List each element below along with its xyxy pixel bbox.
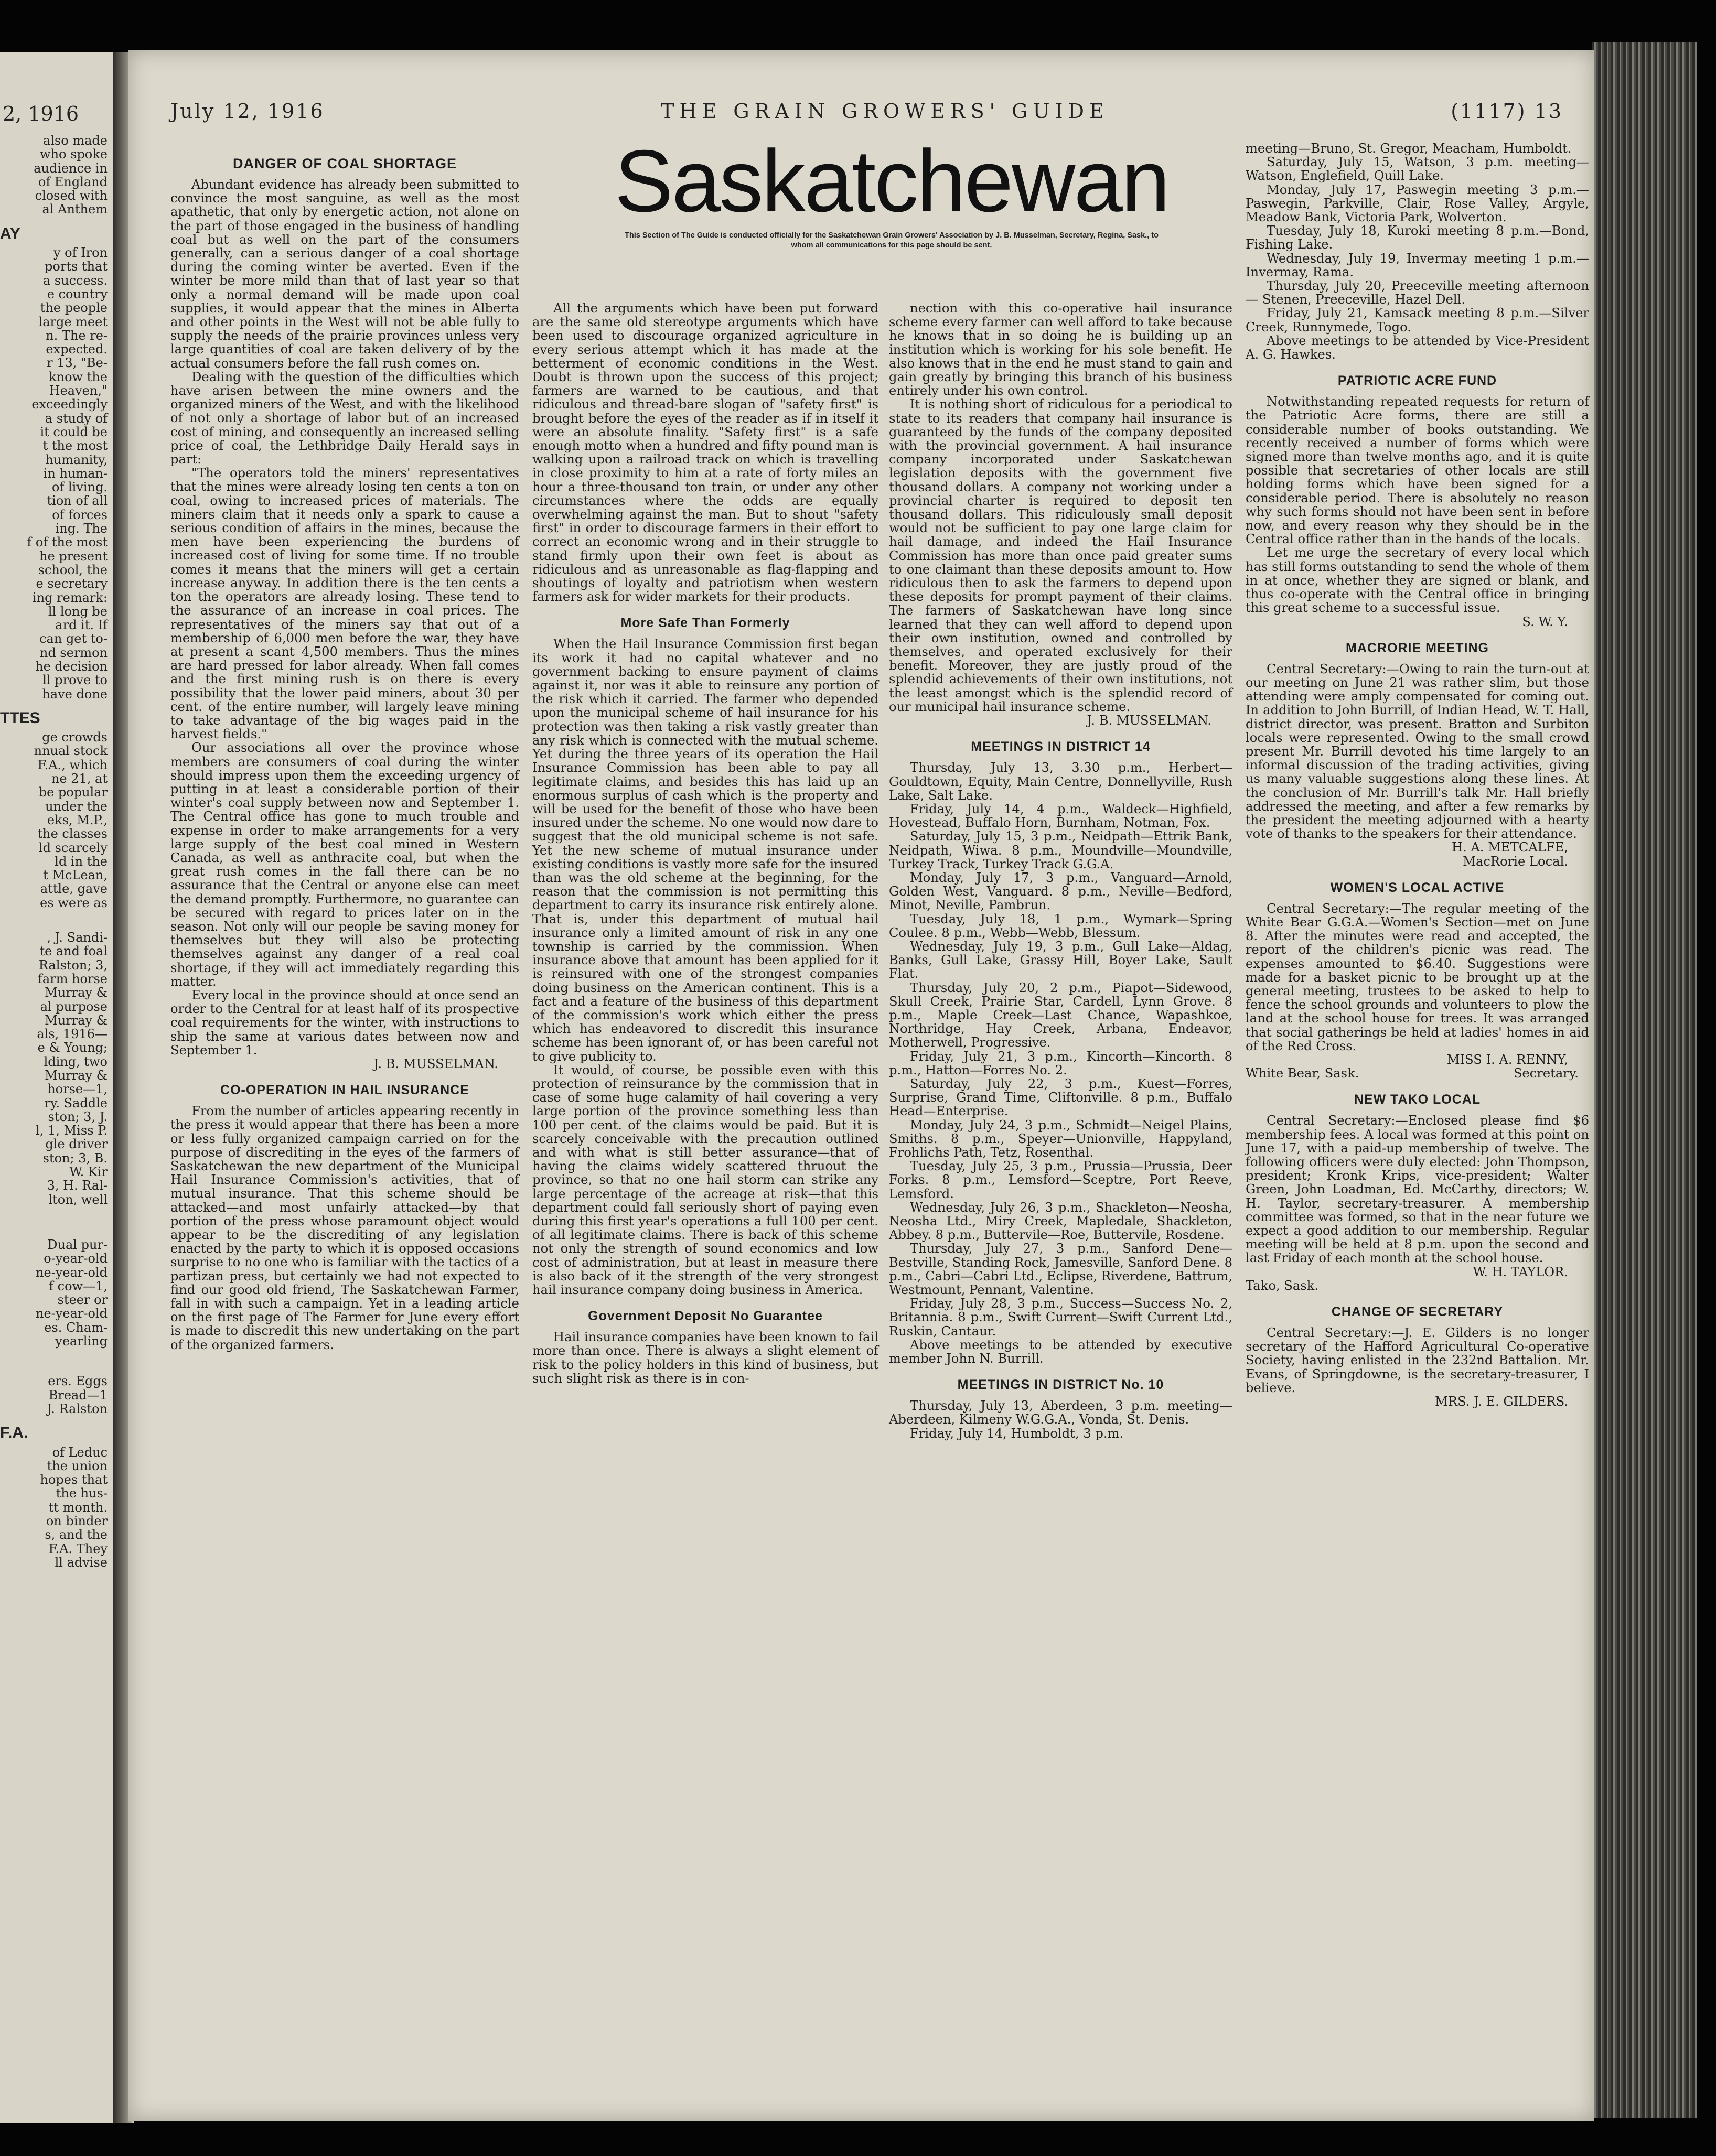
facing-page-line: the classes (37, 826, 108, 842)
facing-page-line: be popular (38, 785, 108, 800)
facing-page-line: ing remark: (33, 590, 108, 605)
column-3 (889, 301, 1232, 1440)
facing-page-date: 2, 1916 (3, 102, 79, 125)
meeting-entry: Monday, July 24, 3 p.m., Schmidt—Neigel Plains, Smiths. 8 p.m., Speyer—Unionville, Happyland, Frohlichs Path, Tetz, Rosenthal. (889, 1117, 1232, 1160)
section-title: Saskatchewan (614, 132, 1169, 230)
column-1 (170, 144, 519, 1352)
facing-page-line: ne-year-old (36, 1306, 108, 1321)
facing-page-line: 3, H. Ral- (47, 1178, 108, 1193)
facing-page-line: tt month. (48, 1500, 108, 1515)
facing-page-line: Bread—1 (48, 1387, 108, 1403)
facing-page-line: F.A. They (48, 1541, 108, 1556)
meeting-entry: Friday, July 21, 3 p.m., Kincorth—Kincorth. 8 p.m., Hatton—Forres No. 2. (889, 1049, 1232, 1077)
facing-page-line: audience in (34, 160, 108, 176)
column-2 (532, 301, 878, 1385)
facing-page-line: ld in the (55, 854, 108, 869)
facing-page-line: who spoke (40, 147, 108, 162)
meeting-entry: Saturday, July 15, 3 p.m., Neidpath—Ettrik Bank, Neidpath, Wiwa. 8 p.m., Moundville—Moundville, Turkey Track, Turkey Track G.G.A. (889, 829, 1232, 871)
facing-page-line: t McLean, (43, 868, 108, 883)
article-heading: MEETINGS IN DISTRICT 14 (971, 739, 1151, 754)
article-paragraph: Notwithstanding repeated requests for return of the Patriotic Acre forms, there are still a considerable number of books outstanding. We recently received a number of forms which were signed more than twelve months ago, and it is quite possible that secretaries of other locals are still holding forms which have been signed for a considerable period. There is absolutely no reason why such forms should not have been sent in before now, and every reason why they should be in the Central office rather than in the hands of the locals. (1246, 394, 1589, 547)
article-signature: J. B. MUSSELMAN. (1087, 713, 1211, 728)
article-signature: J. B. MUSSELMAN. (373, 1057, 498, 1071)
facing-page-line: n. The re- (46, 328, 108, 343)
article-paragraph: Abundant evidence has already been submitted to convince the most sanguine, as well as the most apathetic, that only by energetic action, not alone on the part of those engaged in the business of handling coal but as well on the part of the consumers generally, can a serious danger of a coal shortage during the coming winter be averted. Even if the winter be more mild than that of last year so that only a normal demand will be made upon coal supplies, it would appear that the mines in Alberta and other points in the West will not be able fully to supply the needs of the prairie provinces unless very large quantities of coal are taken delivery of by the actual consumers before the fall rush comes on. (170, 177, 519, 371)
article-paragraph: Above meetings to be attended by Vice-President A. G. Hawkes. (1246, 333, 1589, 362)
article-paragraph: Let me urge the secretary of every local which has still forms outstanding to send the whole of them in at once, whether they are signed or blank, and thus co-operate with the Central office in bringing this great scheme to a successful issue. (1246, 545, 1589, 616)
article-signature: MRS. J. E. GILDERS. (1435, 1394, 1568, 1409)
facing-page-line: farm horse (38, 971, 108, 986)
facing-page-line: it could be (40, 424, 108, 439)
article-paragraph: It is nothing short of ridiculous for a periodical to state to its readers that company hail insurance is guaranteed by the funds of the company deposited with the provincial government. A hail insurance company incorporated under Saskatchewan legislation deposits with the government five thousand dollars. A company not working under a provincial charter is required to deposit ten thousand dollars. This ridiculously small deposit would not be sufficient to pay one large claim for hail damage, and indeed the Hail Insurance Commission has more than once paid greater sums to one claimant than these deposits amount to. How ridiculous then to ask the farmers to depend upon these deposits for prompt payment of their claims. The farmers of Saskatchewan have long since learned that they can well afford to depend upon their own institution, owned and controlled by themselves, and operated exclusively for their benefit. Moreover, they are justly proud of the splendid achievements of their own institutions, not the least amongst which is the splendid record of our municipal hail insurance scheme. (889, 397, 1232, 714)
article-paragraph: Above meetings to be attended by executive member John N. Burrill. (889, 1337, 1232, 1366)
facing-page-line: also made (42, 133, 108, 148)
facing-page-line: ne 21, at (51, 771, 108, 786)
facing-page-line: horse—1, (47, 1082, 108, 1097)
article-signature: MISS I. A. RENNY, (1446, 1052, 1568, 1067)
article-signature: W. H. TAYLOR. (1473, 1264, 1568, 1279)
facing-page-line: hopes that (40, 1472, 108, 1487)
facing-page-lines-e (0, 1238, 108, 1348)
meeting-entry: Thursday, July 27, 3 p.m., Sanford Dene—Bestville, Standing Rock, Jamesville, Sanford Dene. 8 p.m., Cabri—Cabri Ltd., Eclipse, Riverdene, Battrum, Westmount, Pennant, Valentine. (889, 1241, 1233, 1298)
facing-page-lines-c (0, 730, 108, 910)
article-signature: H. A. METCALFE, (1451, 840, 1568, 855)
facing-page-line: al purpose (40, 999, 108, 1014)
book-page-edges (1592, 42, 1697, 2118)
facing-page-line: l, 1, Miss P. (36, 1123, 108, 1138)
article-paragraph: Every local in the province should at once send an order to the Central for at least half of its prospective coal requirements for the winter, with instructions to ship the same at various dates between now and September 1. (170, 987, 519, 1058)
facing-page-line: J. Ralston (47, 1401, 108, 1416)
article-paragraph: When the Hail Insurance Commission first began its work it had no capital whatever and no government backing to ensure payment of claims against it, nor was it able to reinsure any portion of the risk which it carried. The farmer who depended upon the municipal scheme of hail insurance for his protection was then taking a risk vastly greater than any risk which is connected with the mutual scheme. Yet during the three years of its operation the Hail Insurance Commission has been able to pay all legitimate claims, and besides this has laid up an enormous surplus of cash which is the property and will be used for the benefit of those who have been insured under the scheme. No one would now dare to suggest that the old municipal scheme is not safe. Yet the new scheme of mutual insurance under existing conditions is vastly more safe for the insured than was the old scheme at the beginning, for the reason that the commission is not permitting this department to carry its insurance risk entirely alone. That is, under this department of mutual hail insurance only a limited amount of risk in any one township is carried by the commission. When insurance above that amount has been applied for it is reinsured with one of the strongest companies doing business on the American continent. This is a fact and a feature of the business of this department of the commission's work which either the press which has endeavored to discredit this insurance scheme has been ignorant of, or has been careful not to give publicity to. (532, 637, 878, 1064)
article-heading: NEW TAKO LOCAL (1354, 1092, 1481, 1107)
facing-page-line: W. Kir (69, 1165, 108, 1180)
meeting-entry: Saturday, July 22, 3 p.m., Kuest—Forres, Surprise, Grand Time, Cliftonville. 8 p.m., Buffalo Head—Enterprise. (889, 1076, 1232, 1119)
facing-page-line: under the (45, 799, 108, 814)
meetings-district-14-list (889, 761, 1232, 1338)
meeting-entry: Tuesday, July 25, 3 p.m., Prussia—Prussia, Deer Forks. 8 p.m., Lemsford—Sceptre, Port Reeve, Lemsford. (889, 1159, 1232, 1201)
article-heading: CHANGE OF SECRETARY (1331, 1305, 1504, 1320)
facing-page-line: gle driver (45, 1137, 108, 1152)
facing-page-line: F.A., which (37, 757, 108, 772)
facing-page-line: als, 1916— (37, 1027, 108, 1042)
facing-page-heading-a: AY (0, 224, 20, 242)
facing-page-line: nd sermon (39, 645, 108, 660)
facing-page-line: Murray & (45, 985, 108, 1000)
facing-page-line: Heaven," (49, 383, 108, 398)
facing-page-line: al Anthem (42, 202, 108, 217)
facing-page-line: ard it. If (55, 618, 108, 633)
facing-page-line: Murray & (45, 1068, 108, 1083)
facing-page-line: he decision (35, 659, 108, 674)
facing-page-line: expected. (46, 342, 108, 357)
facing-page-line: ry. Saddle (44, 1095, 108, 1111)
facing-page-line: of England (38, 174, 108, 189)
facing-page-line: Dual pur- (47, 1237, 108, 1252)
facing-page-line: , J. Sandi- (47, 930, 108, 945)
meeting-entry: Tuesday, July 18, Kuroki meeting 8 p.m.—Bond, Fishing Lake. (1246, 223, 1589, 252)
article-heading: CO-OPERATION IN HAIL INSURANCE (220, 1083, 469, 1098)
facing-page-line: e secretary (36, 576, 108, 591)
facing-page-line: eks, M.P., (47, 812, 108, 827)
facing-page-line: the people (40, 300, 108, 316)
facing-page-line: ports that (45, 259, 108, 274)
article-signature-line (1246, 1066, 1589, 1080)
article-heading: PATRIOTIC ACRE FUND (1337, 373, 1497, 389)
facing-page-line: t the most (42, 438, 108, 454)
facing-page-line: Ralston; 3, (38, 957, 108, 973)
facing-page-line: e & Young; (37, 1040, 108, 1055)
facing-page-line: steer or (57, 1292, 108, 1308)
facing-page-line: know the (49, 369, 108, 384)
meeting-entry: Friday, July 21, Kamsack meeting 8 p.m.—Silver Creek, Runnymede, Togo. (1246, 306, 1589, 335)
article-heading: MEETINGS IN DISTRICT No. 10 (957, 1377, 1164, 1393)
meeting-entry: Thursday, July 20, 2 p.m., Piapot—Sidewood, Skull Creek, Prairie Star, Cardell, Lynn Grove. 8 p.m., Maple Creek—Last Chance, Wapashkoe, Northridge, Hay Creek, Arbana, Endeavor, Motherwell, Progressive. (889, 980, 1232, 1050)
meeting-entry: Wednesday, July 19, 3 p.m., Gull Lake—Aldag, Banks, Gull Lake, Grassy Hill, Boyer Lake, Sault Flat. (889, 939, 1232, 982)
facing-page-line: f of the most (27, 535, 108, 550)
facing-page-line: ing. The (55, 521, 108, 536)
meeting-entry: Thursday, July 13, 3.30 p.m., Herbert—Gouldtown, Equity, Main Centre, Donnellyville, Rush Lake, Salt Lake. (889, 760, 1232, 803)
facing-page-line: ne-year-old (36, 1265, 108, 1280)
facing-page-line: ll prove to (42, 673, 108, 688)
meeting-entry: Thursday, July 20, Preeceville meeting afternoon — Stenen, Preeceville, Hazel Dell. (1246, 278, 1589, 307)
article-paragraph: Dealing with the question of the difficulties which have arisen between the mine owners and the organized miners of the West, and with the likelihood of not only a shortage of labor but of an increased cost of mining, and consequently an increased selling price of coal, the Lethbridge Daily Herald says in part: (170, 369, 519, 467)
article-paragraph: "The operators told the miners' representatives that the mines were already losing ten cents a ton on coal, owing to increased prices of materials. The miners claim that it needs only a spark to cause a serious condition of affairs in the mines, because the men have been experiencing the burdens of increased cost of living for some time. If no trouble comes it means that the miners will get a certain increase anyway. In addition there is the ten cents a ton the operators are already losing. These tend to the assurance of an increase in coal prices. The representatives of the miners say that out of a membership of 6,000 men before the war, they have at present a scant 4,500 members. Thus the mines are hard pressed for labor already. When fall comes and the first mining rush is on there is every possibility that the lower paid miners, about 30 per cent. of the entire number, will largely leave mining to take advantage of the big wages paid in the harvest fields." (170, 466, 519, 742)
article-paragraph: Central Secretary:—Owing to rain the turn-out at our meeting on June 21 was rather slim, but those attending were amply compensated for coming out. In addition to John Burrill, of Indian Head, W. T. Hall, district director, was present. Bratton and Surbiton locals were represented. Owing to the small crowd present Mr. Burrill devoted his time largely to an informal discussion of the trading activities, giving us many valuable suggestions along these lines. At the conclusion of Mr. Burrill's talk Mr. Hall briefly addressed the meeting, and after a few remarks by the president the meeting adjourned with a hearty vote of thanks to the speakers for their attendance. (1246, 661, 1589, 842)
publication-name: THE GRAIN GROWERS' GUIDE (661, 100, 1109, 123)
meeting-entry: Friday, July 28, 3 p.m., Success—Success No. 2, Britannia. 8 p.m., Swift Current—Swift Current Ltd., Ruskin, Cantaur. (889, 1296, 1232, 1339)
facing-page-lines-f (0, 1374, 108, 1416)
facing-page-line: large meet (38, 314, 108, 329)
facing-page-line: in human- (43, 466, 108, 481)
facing-page-line: es. Cham- (44, 1320, 108, 1335)
meeting-entry: Wednesday, July 19, Invermay meeting 1 p.m.—Invermay, Rama. (1246, 251, 1589, 279)
facing-page-fragment (0, 52, 116, 2123)
meetings-continued-list (1246, 142, 1589, 334)
facing-page-line: nnual stock (34, 743, 108, 759)
facing-page-line: have done (42, 686, 108, 702)
facing-page-line: exceedingly (31, 397, 108, 412)
facing-page-line: ll long be (48, 603, 108, 619)
facing-page-line: s, and the (45, 1527, 108, 1543)
facing-page-line: tion of all (47, 493, 108, 509)
facing-page-line: of Leduc (52, 1444, 108, 1460)
newspaper-page (128, 50, 1594, 2121)
article-paragraph: Central Secretary:—Enclosed please find $6 membership fees. A local was formed at this point on June 17, with a paid-up membership of twelve. The following officers were duly elected: John Thompson, president; Kronk Krips, vice-president; Walter Green, John Loadman, Ed. McCarthy, directors; W. H. Taylor, secretary-treasurer. A membership committee was formed, so that in the near future we expect a good addition to our membership. Regular meeting will be held at 8 p.m. upon the second and last Friday of each month at the school house. (1246, 1113, 1589, 1266)
facing-page-line: y of Iron (53, 245, 108, 261)
facing-page-line: closed with (35, 188, 108, 203)
facing-page-line: yearling (55, 1334, 108, 1349)
facing-page-line: ston; 3, J. (48, 1109, 108, 1124)
facing-page-heading-b: TTES (0, 709, 40, 727)
running-header (170, 100, 1563, 131)
facing-page-line: r 13, "Be- (47, 355, 108, 371)
article-heading: WOMEN'S LOCAL ACTIVE (1330, 880, 1505, 895)
facing-page-line: a study of (45, 411, 108, 426)
article-paragraph: From the number of articles appearing recently in the press it would appear that there has been a more or less fully organized campaign carried on for the purpose of discrediting in the eyes of the farmers of Saskatchewan the new department of the Municipal Hail Insurance Commission's activities, that of mutual insurance. That this scheme should be attacked—and most unfairly attacked—by that portion of the press whose paramount object would appear to be the discrediting of any legislation enacted by the party to which it is opposed occasions surprise to no one who is familiar with the tactics of a partizan press, but certainly we had not expected to find our good old friend, The Saskatchewan Farmer, fall in with such a campaign. Yet in a leading article on the first page of The Farmer for June every effort is made to discredit this new undertaking on the part of the organized farmers. (170, 1104, 519, 1352)
article-paragraph: Our associations all over the province whose members are consumers of coal during the winter should impress upon them the exceeding urgency of putting in at least a considerable portion of their winter's coal supply between now and September 1. The Central office has gone to much trouble and expense in order to make arrangements for a very large supply of the best coal mined in Western Canada, as well as anthracite coal, but when the great rush comes in the fall there can be no assurance that the Central or anyone else can meet the demand promptly. Furthermore, no guarantee can be secured with regard to prices later on in the season. Not only will our people be saving money for themselves but they will also be protecting themselves against any danger of a real coal shortage, if they will act immediately regarding this matter. (170, 740, 519, 989)
article-paragraph: All the arguments which have been put forward are the same old stereotype arguments which have been used to discourage organized agriculture in every serious attempt which it has made at the betterment of economic conditions in the West. Doubt is thrown upon the success of this project; farmers are warned to be cautious, and that ridiculous and thread-bare slogan of "safety first" is brought before the eyes of the reader as if in itself it were an absolute finality. "Safety first" is a safe enough motto when a hundred and fifty pound man is walking upon a railroad track on which is travelling in close proximity to him at a rate of forty miles an hour a three-thousand ton train, or under any other circumstances where the odds are equally overwhelming against the man. But to shout "safety first" in order to discourage farmers in their effort to correct an economic wrong and in their struggle to stand firmly upon their own feet is about as ridiculous and as unreasonable as flag-flapping and shoutings of loyalty and patriotism when western farmers ask for wider markets for their products. (532, 301, 878, 605)
facing-page-line: lton, well (48, 1192, 108, 1207)
issue-date: July 12, 1916 (170, 100, 325, 123)
section-note: This Section of The Guide is conducted officially for the Saskatchewan Grain Growers' Association by J. B. Musselman, Secretary, Regina, Sask., to whom all communications for this page should be sent. (625, 231, 1159, 250)
facing-page-line: the union (47, 1458, 108, 1473)
meeting-entry: Friday, July 14, 4 p.m., Waldeck—Highfield, Hovestead, Buffalo Horn, Burnham, Notman, Fox. (889, 801, 1232, 831)
article-paragraph: Central Secretary:—The regular meeting of the White Bear G.G.A.—Women's Section—met on June 8. After the minutes were read and accepted, the report of the children's picnic was read. The expenses amounted to $6.40. Suggestions were made for a basket picnic to be brought up at the general meeting, trustees to be asked to help to fence the school grounds and volunteers to plow the land at the school house for trees. It was arranged that social gatherings be held at ladies' homes in aid of the Red Cross. (1246, 901, 1589, 1053)
meeting-entry: Tuesday, July 18, 1 p.m., Wymark—Spring Coulee. 8 p.m., Webb—Webb, Blessum. (889, 911, 1232, 940)
facing-page-line: lding, two (44, 1054, 108, 1069)
column-4 (1246, 142, 1589, 1408)
facing-page-line: o-year-old (44, 1251, 108, 1266)
facing-page-lines-d (0, 931, 108, 1206)
meeting-entry: Saturday, July 15, Watson, 3 p.m. meeting—Watson, Englefield, Quill Lake. (1246, 155, 1589, 184)
meeting-entry: Friday, July 14, Humboldt, 3 p.m. (910, 1426, 1124, 1441)
facing-page-line: a success. (42, 273, 108, 288)
facing-page-line: ld scarcely (38, 840, 108, 855)
facing-page-line: f cow—1, (49, 1278, 108, 1293)
facing-page-lines-a (0, 134, 108, 217)
facing-page-line: ers. Eggs (48, 1374, 108, 1389)
meeting-entry: Monday, July 17, 3 p.m., Vanguard—Arnold, Golden West, Vanguard. 8 p.m., Neville—Bedford, Minot, Neville, Pambrun. (889, 870, 1232, 913)
article-heading: DANGER OF COAL SHORTAGE (232, 156, 457, 171)
facing-page-line: school, the (38, 562, 108, 577)
facing-page-line: he present (39, 548, 108, 564)
facing-page-line: humanity, (45, 452, 108, 467)
facing-page-line: es were as (40, 895, 108, 910)
facing-page-line: te and foal (39, 944, 108, 959)
subheading: Government Deposit No Guarantee (588, 1309, 823, 1324)
article-paragraph: Hail insurance companies have been known to fail more than once. There is always a slight element of risk to the policy holders in this kind of business, but such slight risk as there is in con- (532, 1330, 878, 1386)
meeting-entry: Monday, July 17, Paswegin meeting 3 p.m.—Paswegin, Parkville, Clair, Rose Valley, Argyle, Meadow Bank, Victoria Park, Wolverton. (1246, 182, 1589, 225)
facing-page-line: ge crowds (42, 730, 108, 745)
article-paragraph: Central Secretary:—J. E. Gilders is no longer secretary of the Hafford Agricultural Co-operative Society, having enlisted in the 232nd Battalion. Mr. Evans, of Springdowne, is the secretary-treasurer, I believe. (1246, 1325, 1589, 1395)
facing-page-line: ll advise (55, 1555, 108, 1570)
facing-page-line: of living. (52, 480, 108, 495)
signature-title: Secretary. (1513, 1066, 1579, 1081)
facing-page-line: can get to- (39, 631, 108, 646)
facing-page-line: ston; 3, B. (42, 1150, 108, 1166)
meetings-district-10-list (889, 1399, 1232, 1440)
section-masthead (553, 131, 1230, 251)
article-signature: S. W. Y. (1522, 614, 1568, 629)
signature-place: Tako, Sask. (1246, 1278, 1319, 1293)
facing-page-line: of forces (52, 507, 108, 522)
meeting-entry: Wednesday, July 26, 3 p.m., Shackleton—Neosha, Neosha Ltd., Miry Creek, Mapledale, Shackleton, Abbey. 8 p.m., Buttervile—Roe, Buttervile, Rosdene. (889, 1200, 1232, 1243)
facing-page-column (0, 134, 108, 1569)
subheading: More Safe Than Formerly (620, 616, 790, 631)
page-number: (1117) 13 (1451, 100, 1563, 123)
facing-page-line: the hus- (56, 1486, 108, 1501)
signature-place: White Bear, Sask. (1246, 1066, 1359, 1081)
meeting-entry: meeting—Bruno, St. Gregor, Meacham, Humboldt. (1246, 141, 1572, 156)
article-signature: MacRorie Local. (1463, 854, 1568, 869)
article-paragraph: nection with this co-operative hail insurance scheme every farmer can well afford to take because he knows that in so doing he is building up an institution which is working for his sole benefit. He also knows that in the end he must stand to gain and gain greatly by bringing this branch of his business entirely under his own control. (889, 301, 1232, 398)
facing-page-heading-c: F.A. (0, 1424, 28, 1442)
facing-page-line: attle, gave (40, 881, 108, 897)
facing-page-line: Murray & (45, 1012, 108, 1028)
facing-page-lines-g (0, 1446, 108, 1570)
facing-page-lines-b (0, 246, 108, 701)
article-heading: MACRORIE MEETING (1346, 640, 1489, 655)
facing-page-line: on binder (46, 1514, 108, 1529)
meeting-entry: Thursday, July 13, Aberdeen, 3 p.m. meeting—Aberdeen, Kilmeny W.G.G.A., Vonda, St. Denis. (889, 1398, 1232, 1427)
article-paragraph: It would, of course, be possible even with this protection of reinsurance by the commission that in case of some huge calamity of hail covering a very large portion of the province something less than 100 per cent. of the claims would be paid. But it is scarcely conceivable with the precaution outlined and with what is still better assurance—that of having the claims widely scattered thruout the province, so that no one hail storm can strike any large percentage of the acreage at risk—that this department could fall seriously short of paying even during this first year's operations a full 100 per cent. of all legitimate claims. There is back of this scheme not only the strength of sound economics and low cost of administration, but at least in measure there is also back of it the strength of the very strongest hail insurance company doing business in America. (532, 1062, 878, 1298)
facing-page-line: e country (47, 286, 108, 301)
